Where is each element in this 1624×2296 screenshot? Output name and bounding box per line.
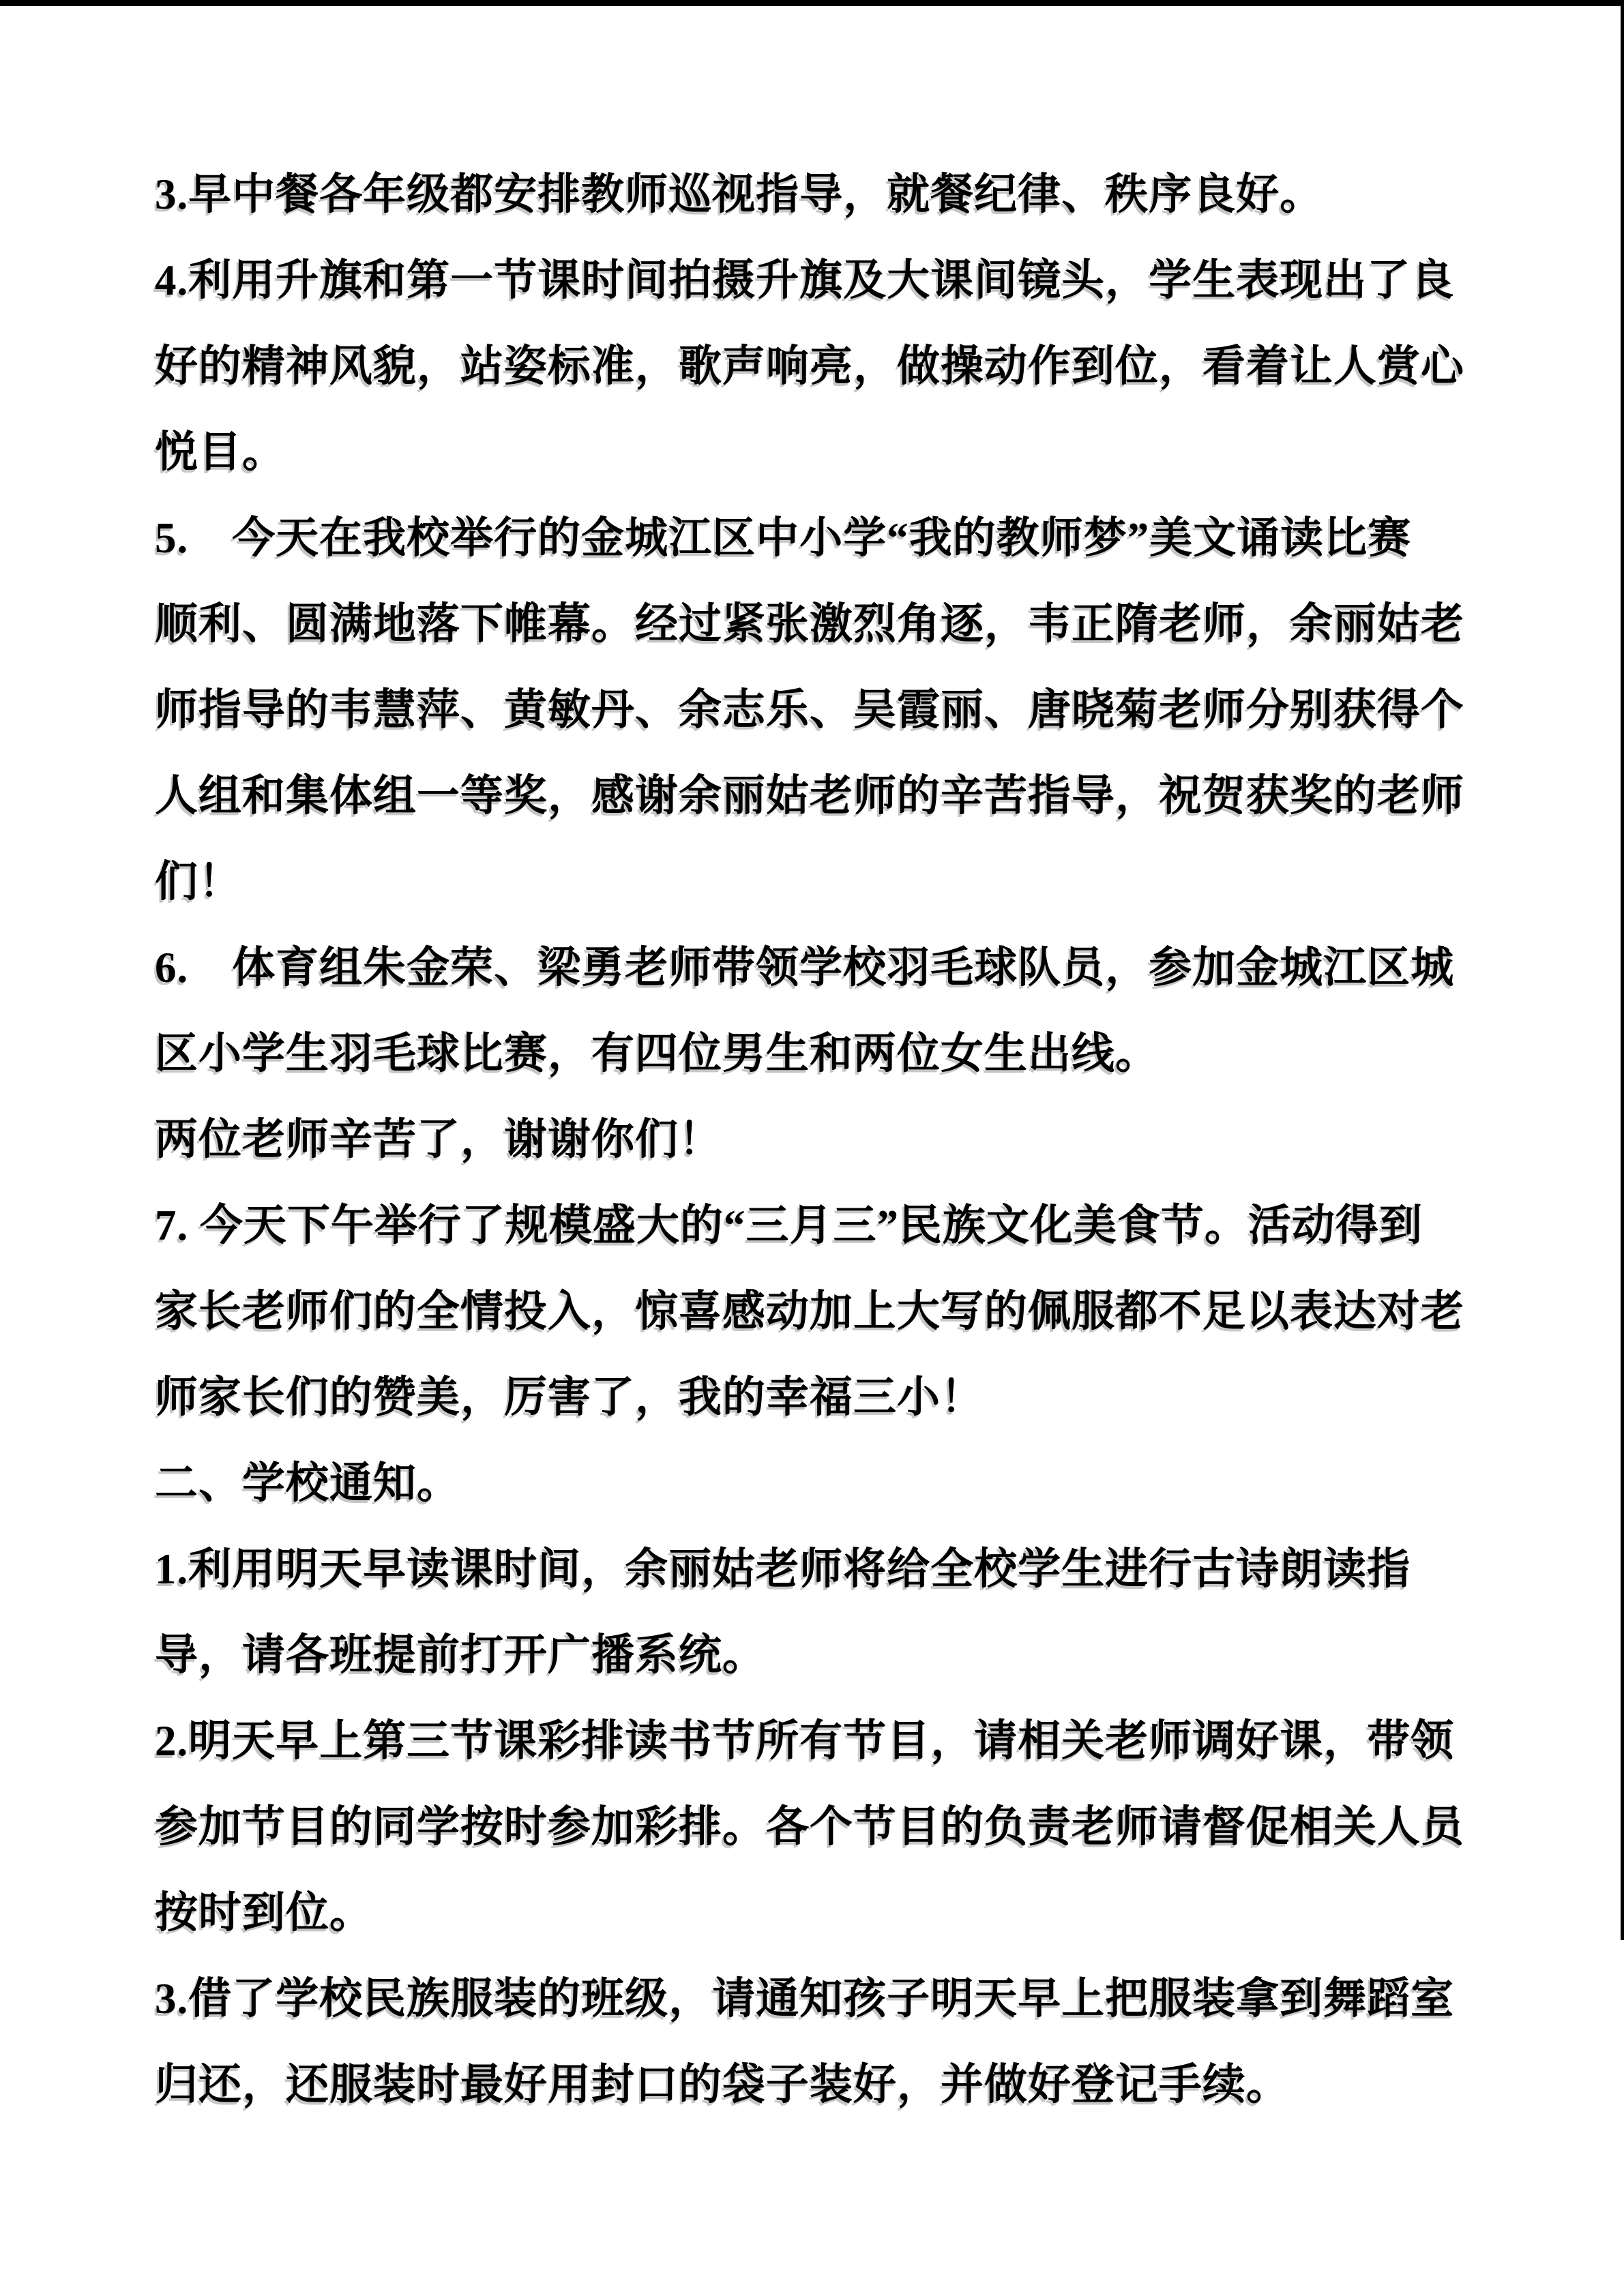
text-line: 4.利用升旗和第一节课时间拍摄升旗及大课间镜头，学生表现出了良: [155, 256, 1455, 304]
text-line: 人组和集体组一等奖，感谢余丽姑老师的辛苦指导，祝贺获奖的老师: [155, 772, 1464, 820]
text-line: 们！: [155, 858, 242, 906]
page-top-border: [0, 0, 1624, 6]
text-line: 两位老师辛苦了，谢谢你们！: [155, 1116, 722, 1163]
text-line: 6. 体育组朱金荣、梁勇老师带领学校羽毛球队员，参加金城江区城: [155, 944, 1455, 992]
text-line: 1.利用明天早读课时间，余丽姑老师将给全校学生进行古诗朗读指: [155, 1545, 1411, 1593]
text-line: 3.早中餐各年级都安排教师巡视指导，就餐纪律、秩序良好。: [155, 170, 1324, 218]
document-body: [155, 151, 1533, 2128]
text-line: 5. 今天在我校举行的金城江区中小学“我的教师梦”美文诵读比赛: [155, 514, 1412, 562]
text-line: 3.借了学校民族服装的班级，请通知孩子明天早上把服装拿到舞蹈室: [155, 1975, 1455, 2023]
page-right-border: [1621, 0, 1624, 1940]
text-line: 参加节目的同学按时参加彩排。各个节目的负责老师请督促相关人员: [155, 1803, 1464, 1851]
text-line: 悦目。: [155, 428, 286, 476]
text-line: 家长老师们的全情投入，惊喜感动加上大写的佩服都不足以表达对老: [155, 1287, 1464, 1335]
text-line: 师家长们的赞美，厉害了，我的幸福三小！: [155, 1373, 984, 1421]
text-line: 顺利、圆满地落下帷幕。经过紧张激烈角逐，韦正隋老师，余丽姑老: [155, 600, 1464, 648]
text-line: 按时到位。: [155, 1889, 373, 1937]
text-line: 区小学生羽毛球比赛，有四位男生和两位女生出线。: [155, 1030, 1159, 1077]
text-line: 7. 今天下午举行了规模盛大的“三月三”民族文化美食节。活动得到: [155, 1202, 1423, 1249]
text-line: 师指导的韦慧萍、黄敏丹、余志乐、吴霞丽、唐晓菊老师分别获得个: [155, 686, 1464, 734]
text-line: 二、学校通知。: [155, 1459, 460, 1507]
text-line: 好的精神风貌，站姿标准，歌声响亮，做操动作到位，看着让人赏心: [155, 342, 1464, 390]
text-line: 2.明天早上第三节课彩排读书节所有节目，请相关老师调好课，带领: [155, 1717, 1455, 1765]
text-line: 导，请各班提前打开广播系统。: [155, 1631, 766, 1679]
text-line: 归还，还服装时最好用封口的袋子装好，并做好登记手续。: [155, 2061, 1290, 2108]
